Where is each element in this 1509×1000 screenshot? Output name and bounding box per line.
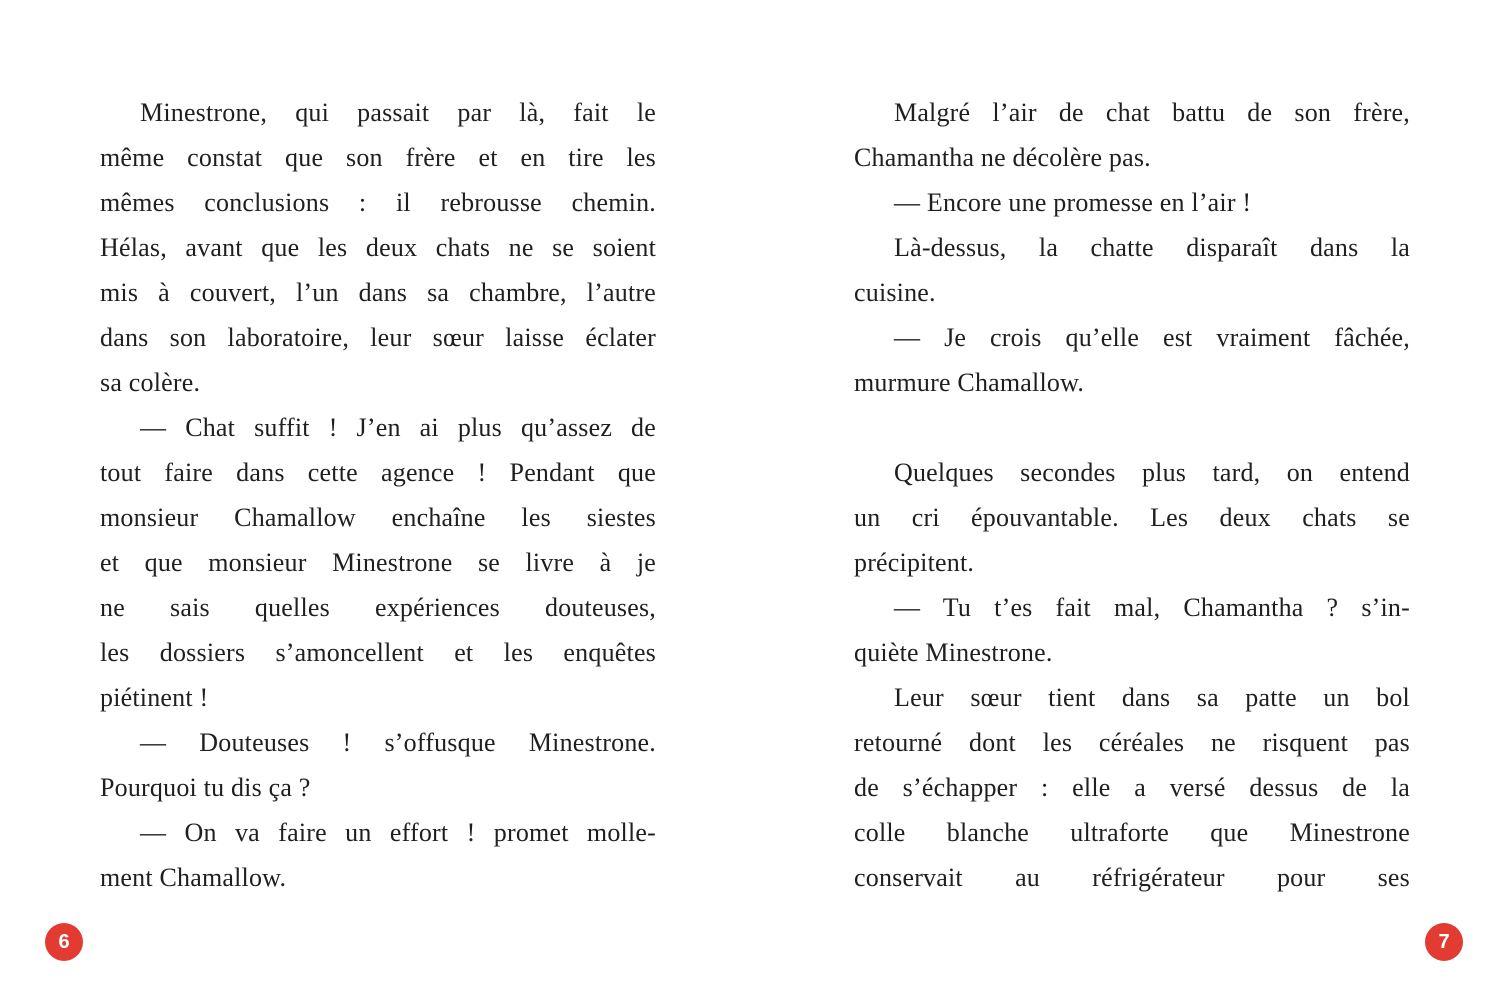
text-line: — Encore une promesse en l’air ! <box>894 188 1252 217</box>
text-line: Chamantha ne décolère pas. <box>854 143 1151 172</box>
text-line: cuisine. <box>854 278 936 307</box>
page-right-text-column <box>854 90 1410 900</box>
text-line: tout faire dans cette agence ! Pendant que <box>100 458 656 487</box>
text-line: même constat que son frère et en tire les <box>100 143 656 172</box>
page-number-badge-right: 7 <box>1425 923 1463 961</box>
text-line: mêmes conclusions : il rebrousse chemin. <box>100 188 656 217</box>
text-line: mis à couvert, l’un dans sa chambre, l’autre <box>100 278 656 307</box>
text-line: de s’échapper : elle a versé dessus de la <box>854 773 1410 802</box>
text-line: Là-dessus, la chatte disparaît dans la <box>894 233 1410 262</box>
page-number-badge-left: 6 <box>45 923 83 961</box>
text-line: Hélas, avant que les deux chats ne se soient <box>100 233 656 262</box>
text-line: Leur sœur tient dans sa patte un bol <box>894 683 1410 712</box>
text-line: — Tu t’es fait mal, Chamantha ? s’in- <box>894 593 1410 622</box>
text-line: conservait au réfrigérateur pour ses <box>854 863 1410 892</box>
text-line: — Douteuses ! s’offusque Minestrone. <box>140 728 656 757</box>
page-left-text-column <box>100 90 656 900</box>
text-line: ne sais quelles expériences douteuses, <box>100 593 656 622</box>
text-line: colle blanche ultraforte que Minestrone <box>854 818 1410 847</box>
text-line: piétinent ! <box>100 683 209 712</box>
text-line: sa colère. <box>100 368 201 397</box>
text-line: monsieur Chamallow enchaîne les siestes <box>100 503 656 532</box>
text-line: retourné dont les céréales ne risquent pas <box>854 728 1410 757</box>
text-line: et que monsieur Minestrone se livre à je <box>100 548 656 577</box>
text-line: ment Chamallow. <box>100 863 287 892</box>
text-line: quiète Minestrone. <box>854 638 1053 667</box>
text-line: Pourquoi tu dis ça ? <box>100 773 311 802</box>
text-line: — On va faire un effort ! promet molle- <box>140 818 656 847</box>
text-line: murmure Chamallow. <box>854 368 1085 397</box>
text-line: Quelques secondes plus tard, on entend <box>894 458 1410 487</box>
text-line: précipitent. <box>854 548 975 577</box>
text-line: Minestrone, qui passait par là, fait le <box>140 98 656 127</box>
text-line <box>854 405 1410 450</box>
text-line: Malgré l’air de chat battu de son frère, <box>894 98 1410 127</box>
text-line: — Je crois qu’elle est vraiment fâchée, <box>894 323 1410 352</box>
text-line: — Chat suffit ! J’en ai plus qu’assez de <box>140 413 656 442</box>
text-line: un cri épouvantable. Les deux chats se <box>854 503 1410 532</box>
text-line: dans son laboratoire, leur sœur laisse éclater <box>100 323 656 352</box>
text-line: les dossiers s’amoncellent et les enquêtes <box>100 638 656 667</box>
